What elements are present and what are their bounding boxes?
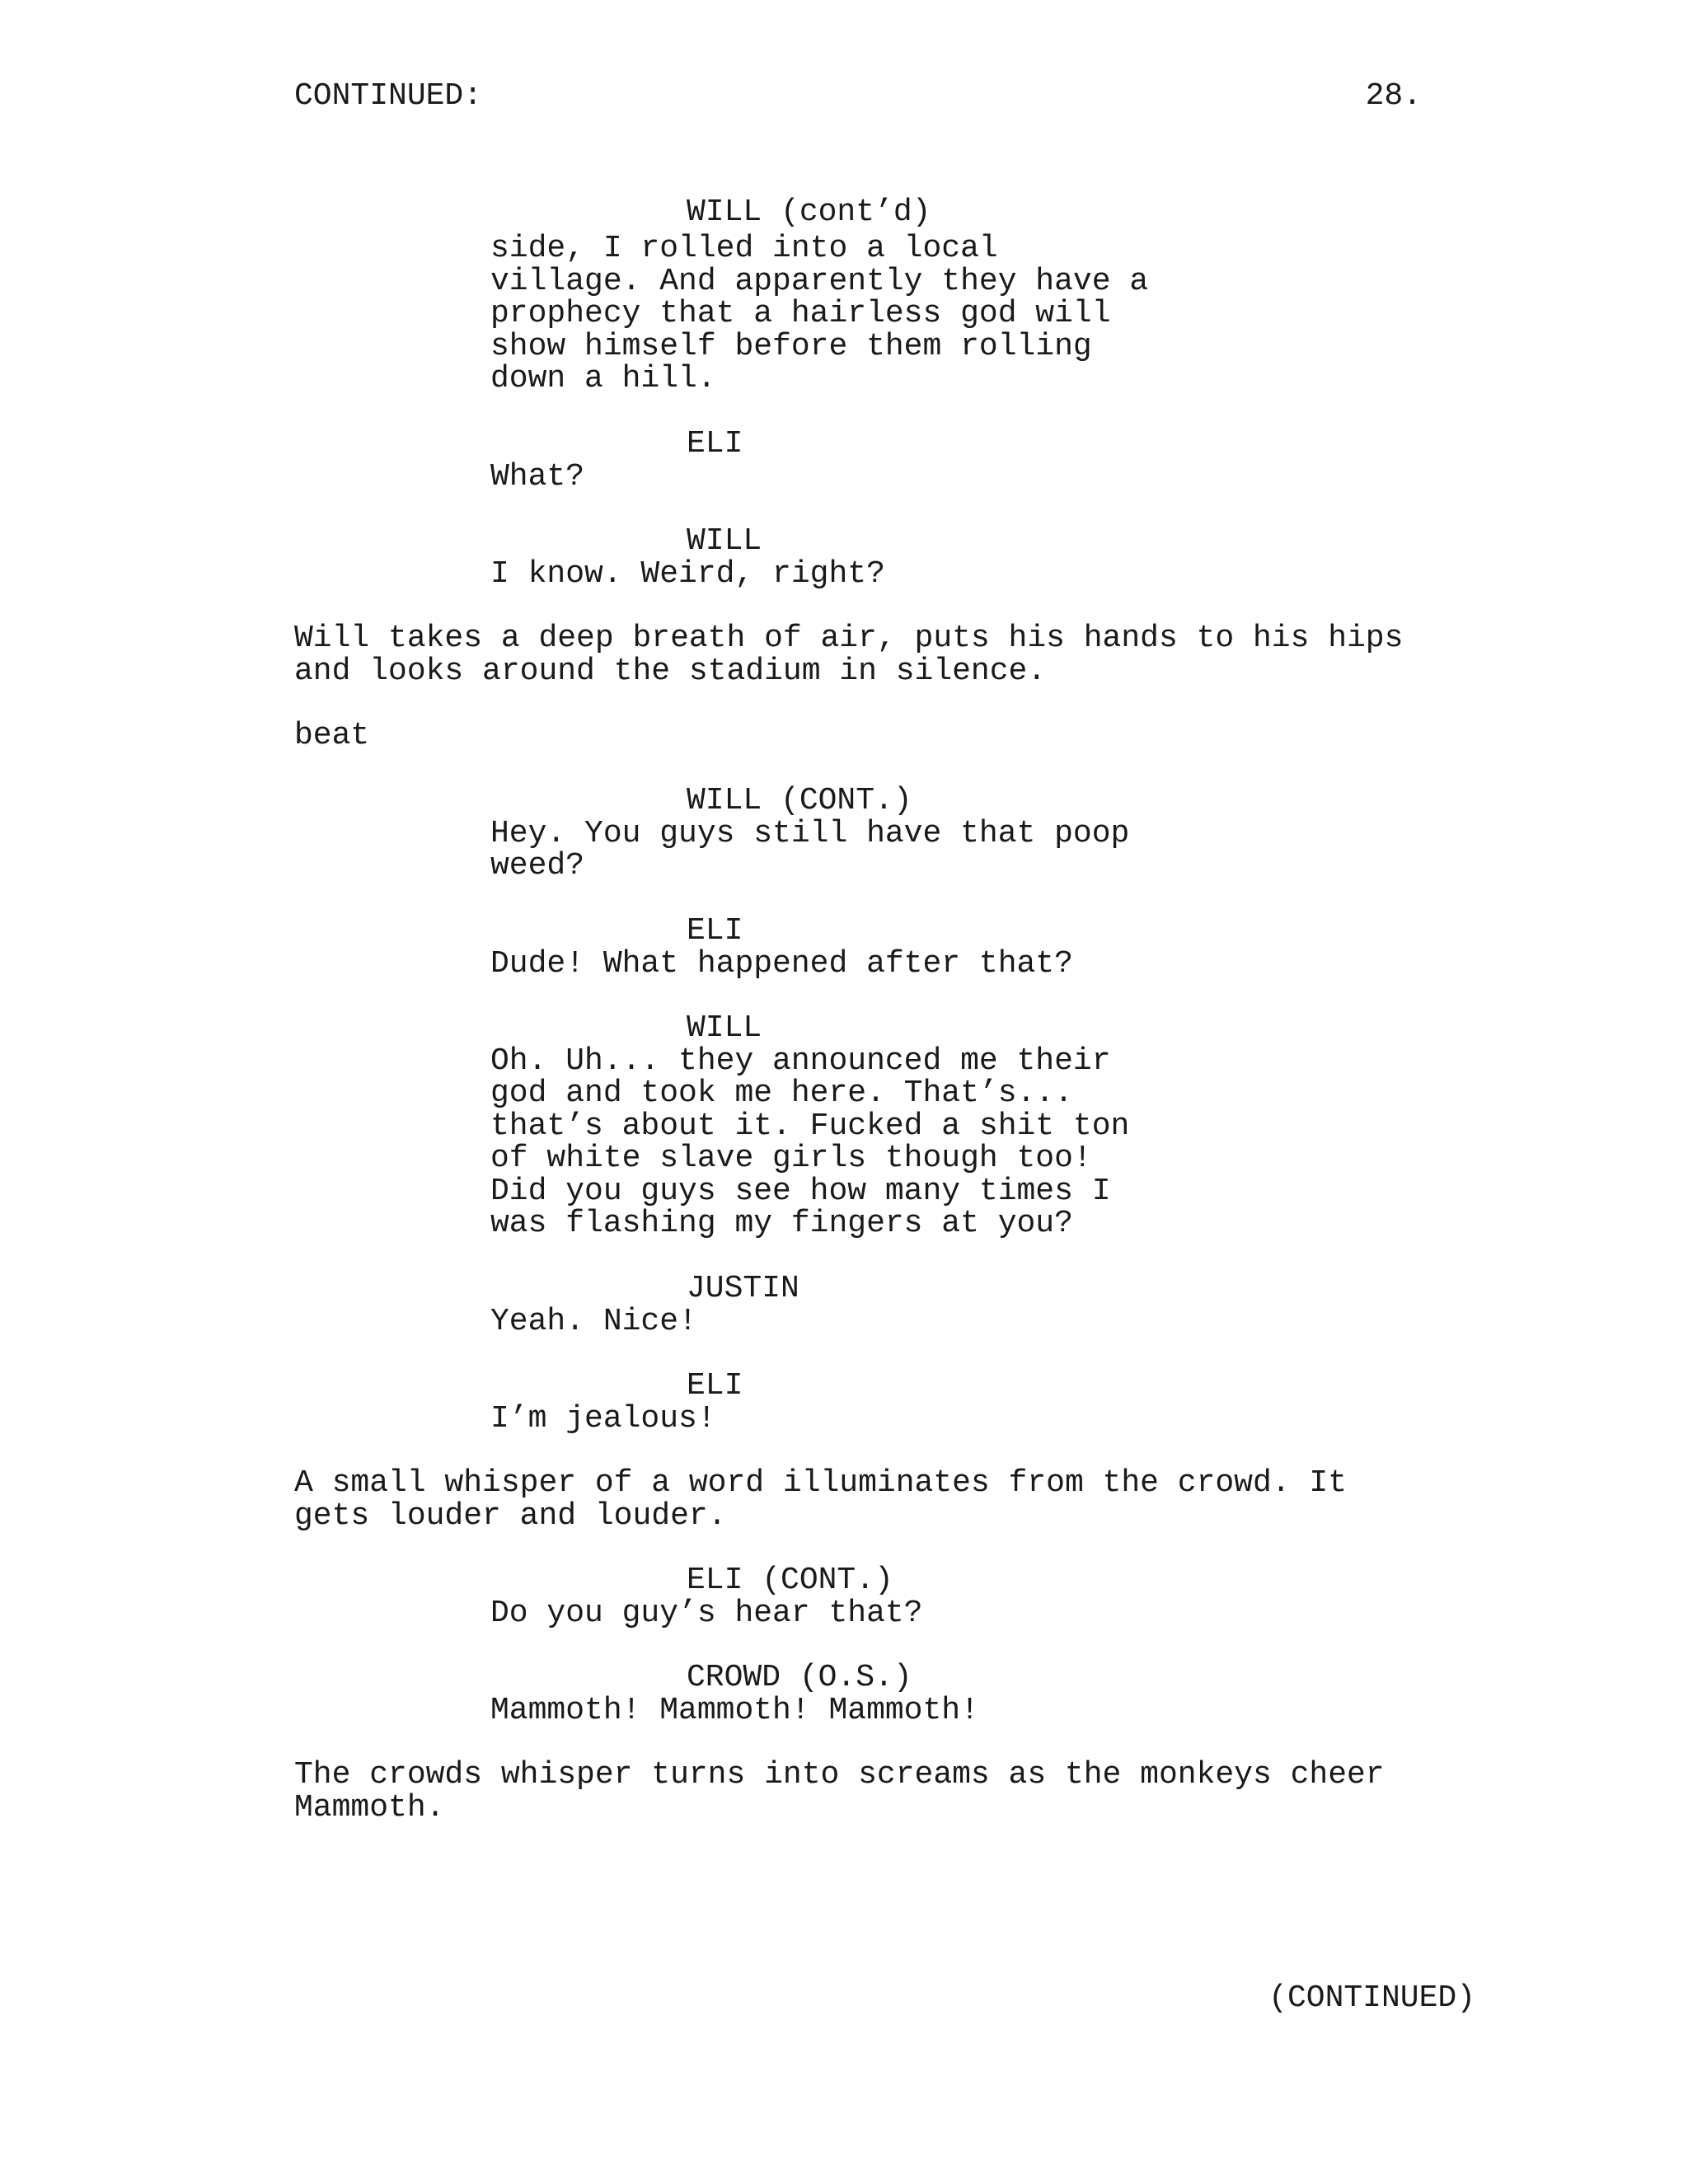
- dialogue-line: Oh. Uh... they announced me their: [490, 1043, 1111, 1079]
- page-number: 28.: [1365, 78, 1422, 114]
- dialogue-line: Do you guy’s hear that?: [490, 1595, 923, 1631]
- character-cue: ELI: [687, 1368, 743, 1404]
- dialogue-line: that’s about it. Fucked a shit ton: [490, 1108, 1130, 1144]
- action-line: Mammoth.: [294, 1789, 445, 1825]
- dialogue-line: show himself before them rolling: [490, 328, 1092, 364]
- dialogue-line: I’m jealous!: [490, 1400, 716, 1436]
- continued-header: CONTINUED:: [294, 78, 483, 114]
- dialogue-line: I know. Weird, right?: [490, 555, 885, 592]
- character-cue: ELI (CONT.): [687, 1563, 893, 1598]
- character-cue: CROWD (O.S.): [687, 1660, 912, 1695]
- dialogue-line: was flashing my fingers at you?: [490, 1206, 1073, 1241]
- dialogue-line: Hey. You guys still have that poop: [490, 815, 1130, 851]
- character-cue: ELI: [687, 426, 743, 462]
- action-line: Will takes a deep breath of air, puts his hands to his hips: [294, 621, 1404, 656]
- character-cue: JUSTIN: [687, 1271, 799, 1306]
- dialogue-line: Did you guys see how many times I: [490, 1173, 1111, 1209]
- dialogue-line: Dude! What happened after that?: [490, 945, 1073, 982]
- action-line: beat: [294, 718, 370, 753]
- dialogue-line: village. And apparently they have a: [490, 263, 1149, 299]
- action-line: A small whisper of a word illuminates from the crowd. It: [294, 1465, 1348, 1501]
- dialogue-line: weed?: [490, 848, 585, 883]
- dialogue-line: Mammoth! Mammoth! Mammoth!: [490, 1692, 979, 1728]
- dialogue-line: What?: [490, 458, 585, 494]
- character-cue: WILL: [687, 1010, 762, 1046]
- character-cue: WILL (CONT.): [687, 783, 912, 818]
- action-line: and looks around the stadium in silence.: [294, 653, 1047, 689]
- dialogue-line: down a hill.: [490, 361, 716, 396]
- dialogue-line: prophecy that a hairless god will: [490, 296, 1111, 331]
- dialogue-line: side, I rolled into a local: [490, 231, 998, 266]
- action-line: The crowds whisper turns into screams as the monkeys cheer: [294, 1757, 1385, 1793]
- action-line: gets louder and louder.: [294, 1497, 727, 1534]
- character-cue: WILL (cont’d): [687, 194, 931, 230]
- dialogue-line: of white slave girls though too!: [490, 1141, 1092, 1176]
- dialogue-line: Yeah. Nice!: [490, 1303, 697, 1339]
- character-cue: ELI: [687, 913, 743, 949]
- continued-footer: (CONTINUED): [1268, 1980, 1475, 2016]
- dialogue-line: god and took me here. That’s...: [490, 1076, 1073, 1111]
- character-cue: WILL: [687, 523, 762, 559]
